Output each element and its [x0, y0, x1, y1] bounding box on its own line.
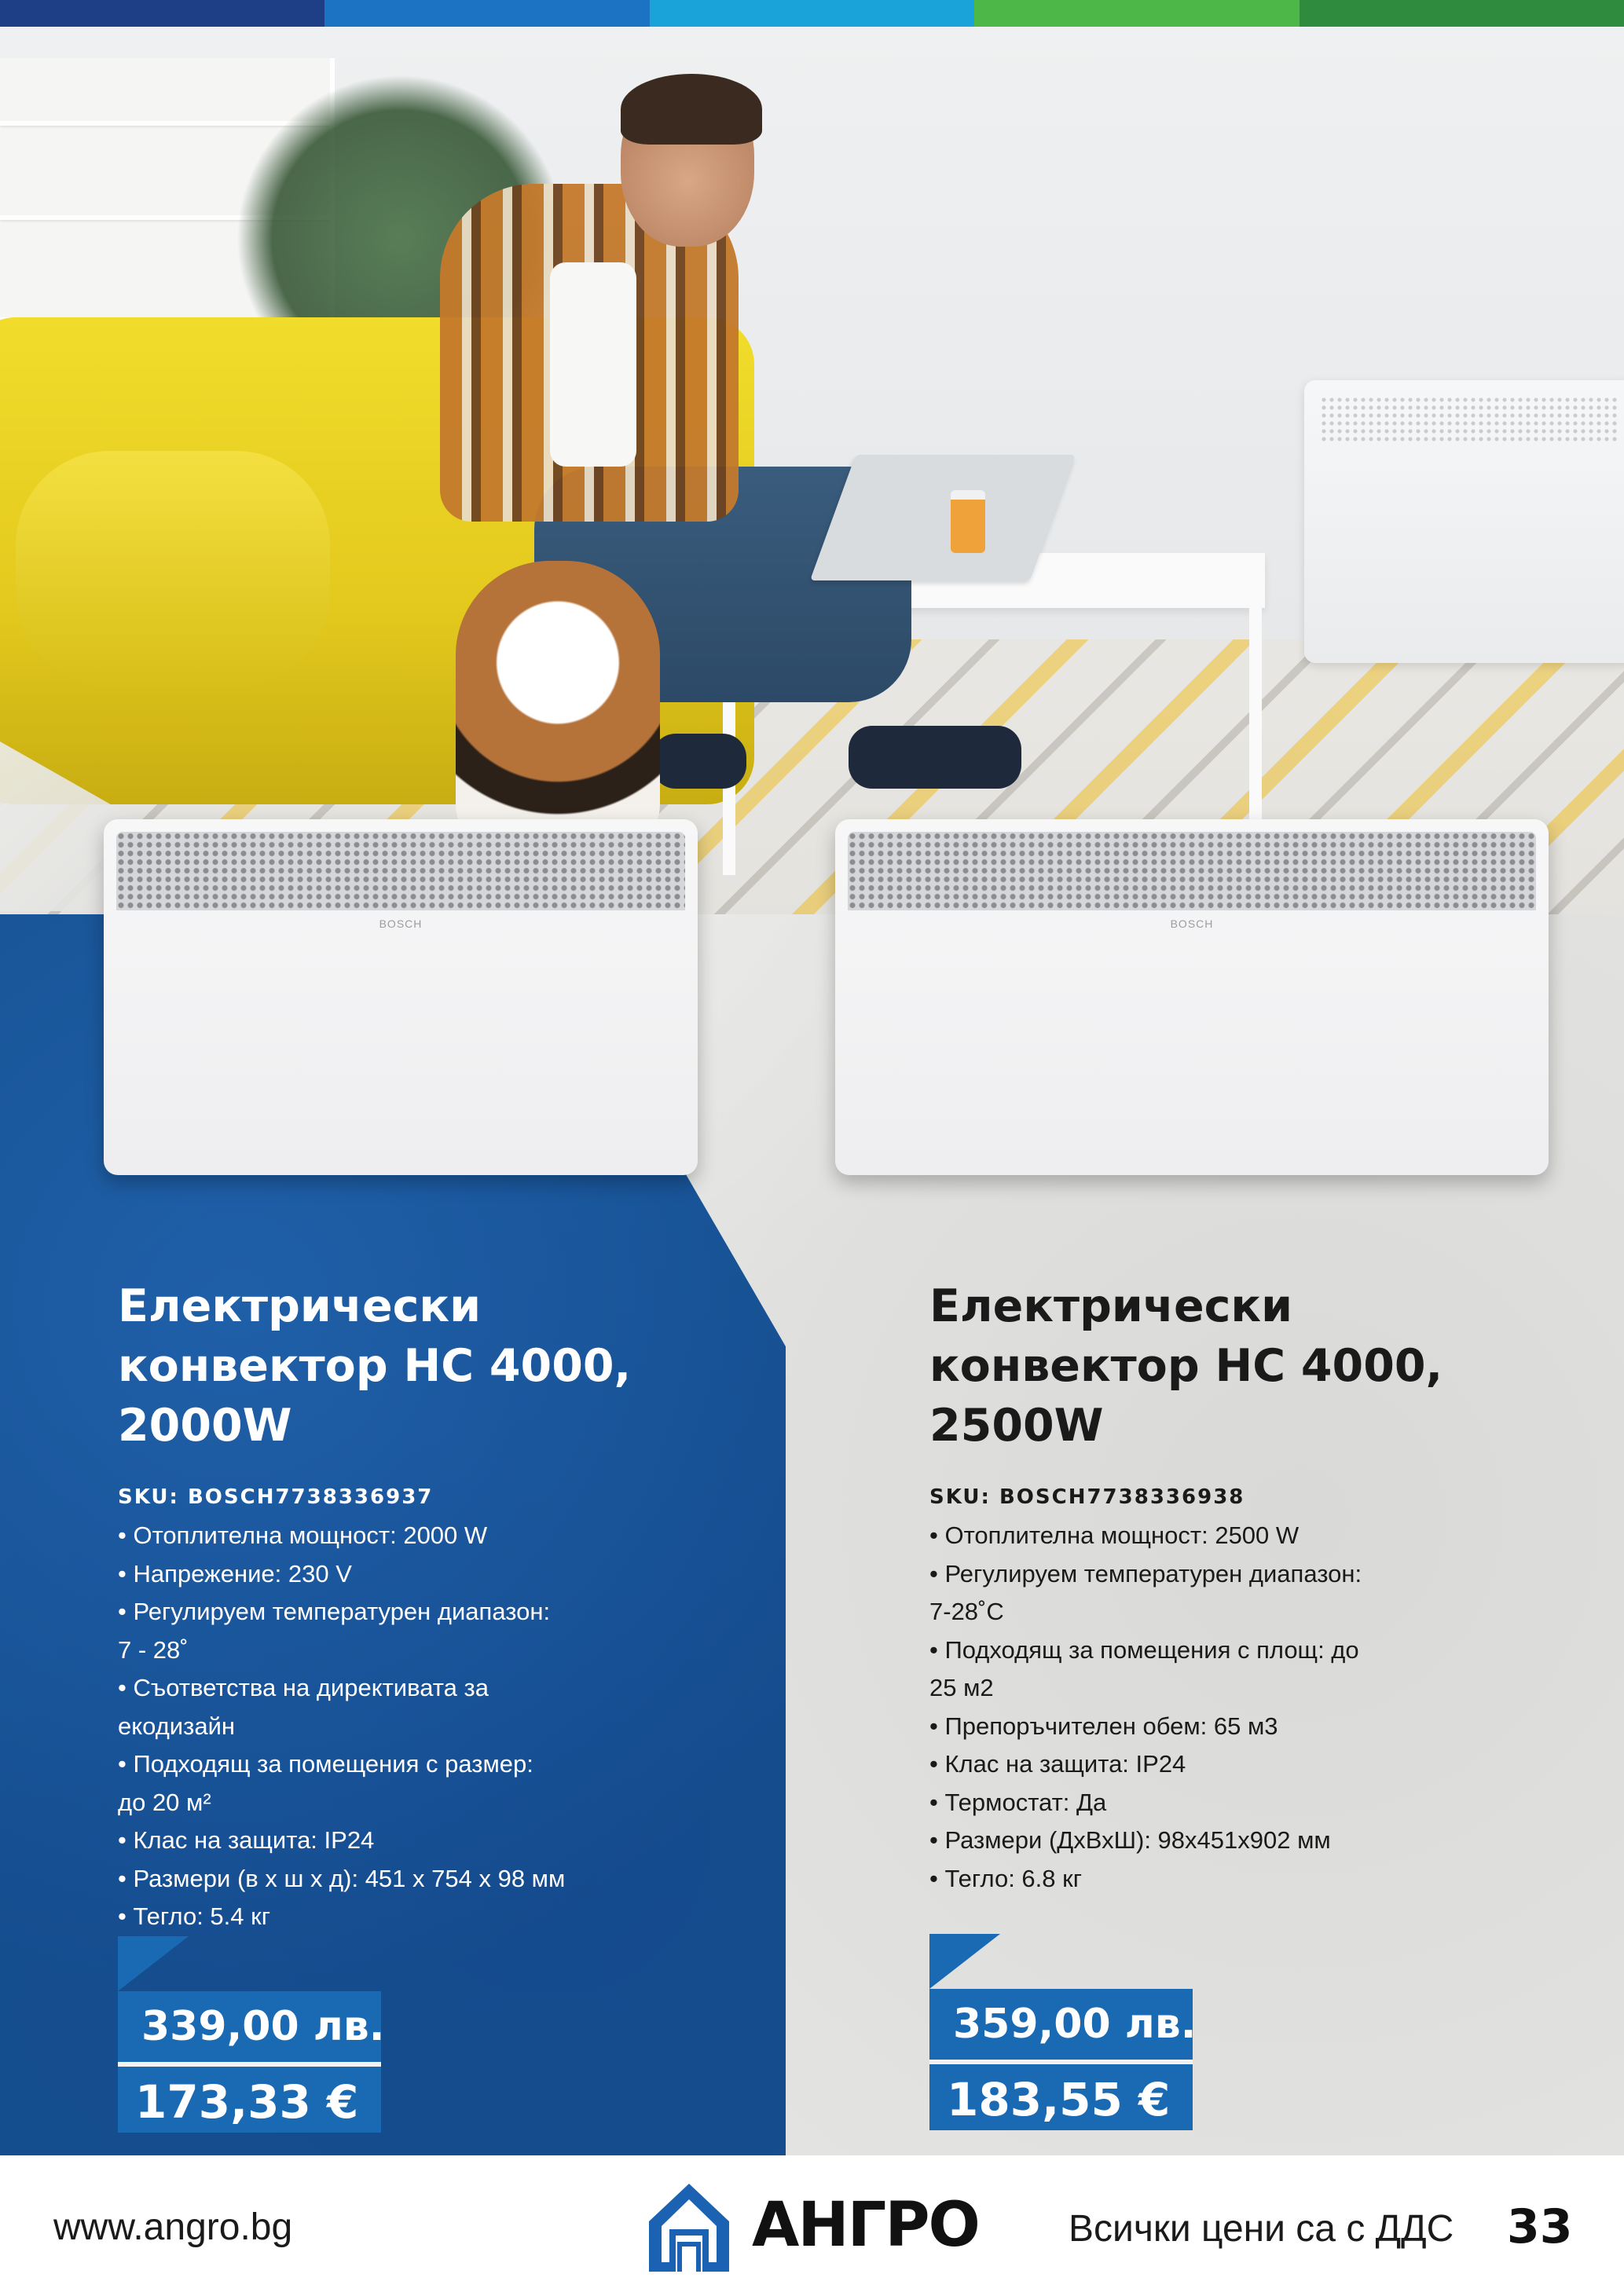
title-line: 2000W: [118, 1400, 292, 1452]
shoe: [652, 734, 746, 789]
price-tag-corner: [118, 1936, 189, 1991]
wall-heater: [1304, 380, 1624, 663]
price-bgn: 339,00 лв.: [118, 1991, 381, 2062]
product-info-2500w: [929, 1276, 1605, 1898]
spec-item: • Размери (ДхВхШ): 98x451x902 мм: [929, 1826, 1331, 1854]
spec-item: 7-28˚C: [929, 1598, 1004, 1625]
website-link[interactable]: www.angro.bg: [53, 2206, 293, 2248]
spec-item: • Препоръчителен обем: 65 м3: [929, 1712, 1278, 1740]
title-line: Електрически: [118, 1280, 482, 1332]
person-tshirt: [550, 262, 636, 467]
beagle-dog: [456, 561, 660, 851]
spec-item: • Клас на защита: IP24: [118, 1826, 375, 1854]
title-line: Електрически: [929, 1280, 1293, 1332]
spec-item: • Отоплителна мощност: 2500 W: [929, 1522, 1300, 1549]
spec-list: [929, 1517, 1605, 1898]
strip-segment: [650, 0, 974, 27]
price-tag-corner: [929, 1934, 1000, 1989]
strip-segment: [0, 0, 324, 27]
spec-item: • Напрежение: 230 V: [118, 1559, 352, 1587]
sofa-arm: [16, 451, 330, 687]
laptop: [810, 455, 1076, 580]
title-line: конвектор HC 4000,: [118, 1340, 632, 1392]
juice-glass: [951, 490, 985, 553]
strip-segment: [974, 0, 1299, 27]
spec-item: • Термостат: Да: [929, 1788, 1107, 1816]
heater-grille: [116, 832, 685, 910]
spec-item: • Тегло: 6.8 кг: [929, 1864, 1083, 1892]
spec-item: 7 - 28˚: [118, 1635, 189, 1664]
product-image-2000w: [104, 819, 698, 1175]
vat-note: Всички цени са с ДДС: [1069, 2208, 1454, 2250]
spec-item: • Регулируем температурен диапазон:: [929, 1559, 1362, 1587]
hero-photo: [0, 27, 1624, 914]
price-bgn: 359,00 лв.: [929, 1989, 1193, 2060]
spec-item: екодизайн: [118, 1712, 236, 1740]
house-logo-icon: [646, 2181, 732, 2275]
product-info-2000w: [118, 1276, 762, 1936]
product-image-2500w: [835, 819, 1549, 1175]
spec-item: 25 м2: [929, 1674, 994, 1701]
price-eur: 173,33 €: [118, 2062, 381, 2133]
logo-text: АНГРО: [752, 2190, 979, 2261]
spec-item: • Тегло: 5.4 кг: [118, 1902, 271, 1930]
heater-brand-label: BOSCH: [379, 917, 423, 930]
top-color-strip: [0, 0, 1624, 27]
angro-logo: [646, 2181, 979, 2275]
heater-brand-label: BOSCH: [1170, 917, 1214, 930]
title-line: 2500W: [929, 1400, 1104, 1452]
spec-item: • Клас на защита: IP24: [929, 1750, 1186, 1778]
spec-item: • Отоплителна мощност: 2000 W: [118, 1522, 488, 1549]
spec-item: до 20 м²: [118, 1788, 211, 1816]
spec-item: • Регулируем температурен диапазон:: [118, 1598, 551, 1625]
heater-grille: [848, 832, 1536, 910]
product-sku: SKU: BOSCH7738336938: [929, 1485, 1245, 1509]
strip-segment: [324, 0, 649, 27]
page-number: 33: [1507, 2199, 1573, 2254]
price-eur: 183,55 €: [929, 2060, 1193, 2130]
title-line: конвектор HC 4000,: [929, 1340, 1443, 1392]
person-hair: [621, 74, 762, 145]
spec-item: • Съответства на директивата за: [118, 1674, 489, 1701]
shoe: [849, 726, 1021, 789]
spec-item: • Размери (в х ш х д): 451 х 754 х 98 мм: [118, 1864, 566, 1892]
spec-item: • Подходящ за помещения с площ: до: [929, 1635, 1359, 1664]
product-sku: SKU: BOSCH7738336937: [118, 1485, 434, 1509]
spec-list: [118, 1517, 762, 1936]
strip-segment: [1300, 0, 1624, 27]
product-title: [118, 1276, 762, 1456]
product-title: [929, 1276, 1605, 1456]
spec-item: • Подходящ за помещения с размер:: [118, 1750, 533, 1778]
